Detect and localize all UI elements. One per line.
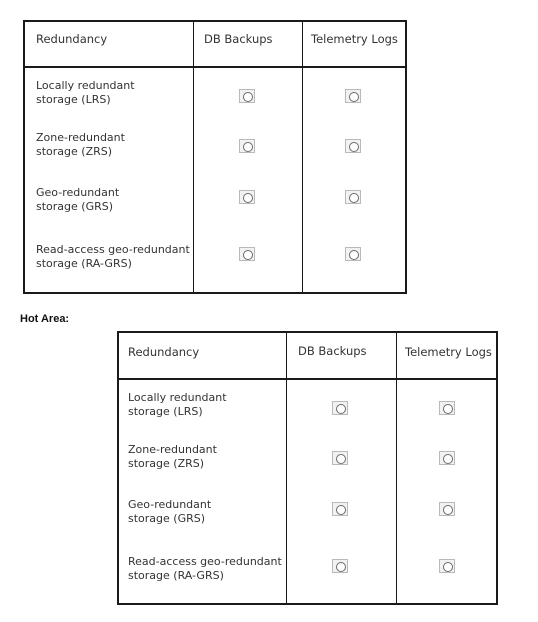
db-backups-zrs-option[interactable] xyxy=(332,451,348,465)
telemetry-logs-zrs-option[interactable] xyxy=(439,451,455,465)
radio-circle-icon xyxy=(243,193,253,203)
telemetry-logs-ra-grs-option[interactable] xyxy=(439,559,455,573)
row-label-line: storage (ZRS) xyxy=(128,457,205,470)
row-label-line: Geo-redundant xyxy=(36,186,120,199)
db-backups-grs-option[interactable] xyxy=(239,190,255,204)
header-db-backups: DB Backups xyxy=(204,32,273,46)
header-divider xyxy=(25,66,405,68)
row-label-line: storage (GRS) xyxy=(36,200,114,213)
row-label-line: Read-access geo-redundant xyxy=(36,243,190,256)
radio-circle-icon xyxy=(336,505,346,515)
radio-circle-icon xyxy=(349,250,359,260)
radio-circle-icon xyxy=(443,404,453,414)
row-label-ra-grs xyxy=(36,243,196,271)
row-label-ra-grs xyxy=(128,555,288,583)
hot-area-label: Hot Area: xyxy=(20,313,70,325)
telemetry-logs-ra-grs-option[interactable] xyxy=(345,247,361,261)
header-redundancy: Redundancy xyxy=(36,32,108,46)
radio-circle-icon xyxy=(243,250,253,260)
telemetry-logs-zrs-option[interactable] xyxy=(345,139,361,153)
row-label-line: storage (LRS) xyxy=(36,93,111,106)
row-label-line: storage (RA-GRS) xyxy=(128,569,224,582)
radio-circle-icon xyxy=(349,92,359,102)
header-db-backups: DB Backups xyxy=(298,344,367,358)
hot-area-table xyxy=(117,331,498,605)
row-label-line: storage (RA-GRS) xyxy=(36,257,132,270)
column-divider xyxy=(302,22,303,292)
radio-circle-icon xyxy=(349,193,359,203)
radio-circle-icon xyxy=(336,454,346,464)
radio-circle-icon xyxy=(349,142,359,152)
header-telemetry-logs: Telemetry Logs xyxy=(311,32,398,46)
header-telemetry-logs: Telemetry Logs xyxy=(405,345,492,359)
telemetry-logs-grs-option[interactable] xyxy=(345,190,361,204)
header-divider xyxy=(119,378,496,380)
row-label-line: storage (GRS) xyxy=(128,512,206,525)
header-redundancy: Redundancy xyxy=(128,345,200,359)
question-table xyxy=(23,20,407,294)
row-label-zrs xyxy=(36,131,196,159)
row-label-line: Locally redundant xyxy=(128,391,227,404)
radio-circle-icon xyxy=(243,142,253,152)
radio-circle-icon xyxy=(243,92,253,102)
row-label-line: Read-access geo-redundant xyxy=(128,555,282,568)
row-label-lrs xyxy=(36,79,196,107)
db-backups-lrs-option[interactable] xyxy=(239,89,255,103)
row-label-line: Zone-redundant xyxy=(128,443,217,456)
db-backups-ra-grs-option[interactable] xyxy=(332,559,348,573)
row-label-line: storage (LRS) xyxy=(128,405,203,418)
db-backups-ra-grs-option[interactable] xyxy=(239,247,255,261)
telemetry-logs-lrs-option[interactable] xyxy=(345,89,361,103)
telemetry-logs-grs-option[interactable] xyxy=(439,502,455,516)
row-label-line: storage (ZRS) xyxy=(36,145,113,158)
telemetry-logs-lrs-option[interactable] xyxy=(439,401,455,415)
db-backups-grs-option[interactable] xyxy=(332,502,348,516)
radio-circle-icon xyxy=(336,562,346,572)
row-label-line: Geo-redundant xyxy=(128,498,212,511)
column-divider xyxy=(396,333,397,603)
db-backups-lrs-option[interactable] xyxy=(332,401,348,415)
radio-circle-icon xyxy=(443,562,453,572)
row-label-line: Locally redundant xyxy=(36,79,135,92)
row-label-lrs xyxy=(128,391,288,419)
row-label-grs xyxy=(36,186,196,214)
radio-circle-icon xyxy=(336,404,346,414)
row-label-grs xyxy=(128,498,288,526)
row-label-line: Zone-redundant xyxy=(36,131,125,144)
row-label-zrs xyxy=(128,443,288,471)
radio-circle-icon xyxy=(443,505,453,515)
db-backups-zrs-option[interactable] xyxy=(239,139,255,153)
radio-circle-icon xyxy=(443,454,453,464)
